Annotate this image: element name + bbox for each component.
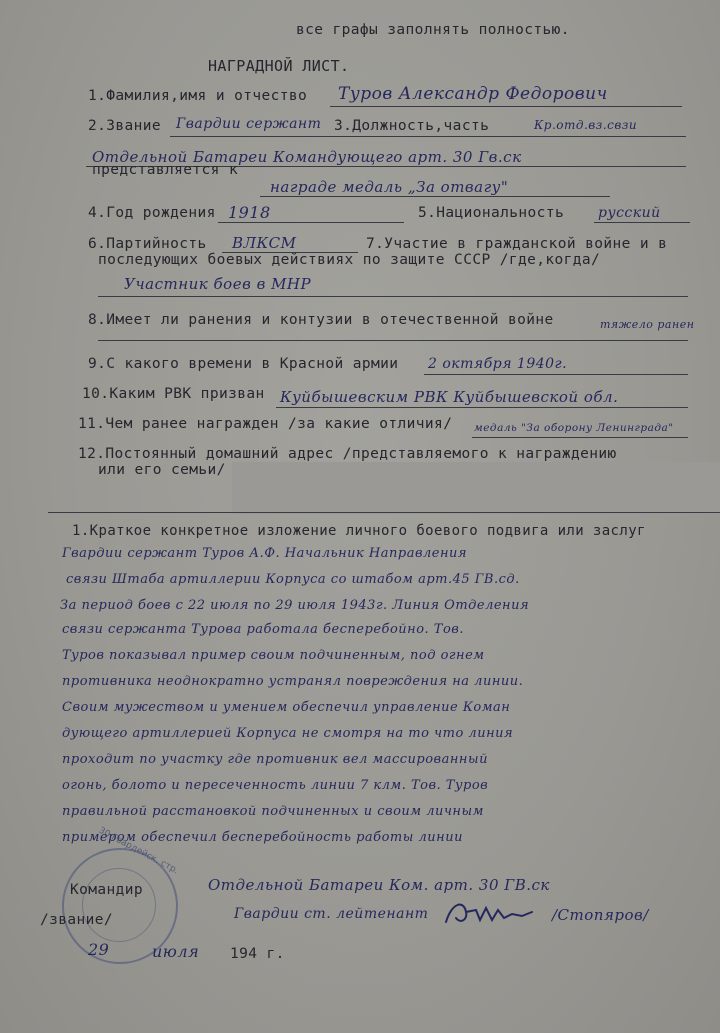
feat-heading: 1.Краткое конкретное изложение личного боевого подвига или заслуг: [72, 523, 646, 539]
date-day: 29: [88, 940, 110, 959]
feat-line: Своим мужеством и умением обеспечил управление Коман: [62, 700, 511, 715]
q11-label: 11.Чем ранее награжден /за какие отличия/: [78, 416, 453, 432]
feat-line: Туров показывал пример своим подчиненным, под огнем: [62, 648, 485, 663]
commander-label: Командир: [70, 882, 144, 898]
q3-value: Кр.отд.вз.свзи: [534, 118, 638, 132]
q6-value: ВЛКСМ: [232, 234, 297, 252]
rank-label: /звание/: [40, 912, 114, 928]
commander-signature: [442, 898, 538, 930]
q5-label: 5.Национальность: [418, 205, 565, 221]
date-month: июля: [152, 942, 200, 961]
feat-line: огонь, болото и пересеченность линии 7 клм. Тов. Туров: [62, 778, 489, 793]
q11-value: медаль "За оборону Ленинграда": [474, 422, 674, 434]
q12-label: 12.Постоянный домашний адрес /представляемого к награждению: [78, 446, 617, 462]
feat-line: связи сержанта Турова работала бесперебойно. Тов.: [62, 622, 465, 637]
address-redaction: [232, 462, 720, 514]
q6-label: 6.Партийность: [88, 236, 207, 252]
feat-line: правильной расстановкой подчиненных и своим личным: [62, 804, 484, 819]
commander-unit: Отдельной Батареи Ком. арт. 30 ГВ.ск: [208, 876, 550, 894]
q8-label: 8.Имеет ли ранения и контузии в отечественной войне: [88, 312, 554, 328]
represented-label: представляется к: [92, 162, 239, 178]
q2-underline: [170, 136, 686, 137]
feat-line: Гвардии сержант Туров А.Ф. Начальник Направления: [62, 546, 468, 561]
q1-label: 1.Фамилия,имя и отчество: [88, 88, 308, 104]
q7-value: Участник боев в МНР: [124, 275, 312, 293]
q4-value: 1918: [228, 203, 271, 222]
q7-label-continued: последующих боевых действиях по защите СССР /где,когда/: [98, 252, 601, 268]
q12-underline: [48, 512, 720, 513]
q11-underline: [472, 437, 688, 438]
stamp-text: 30 Гвардейск. стр.: [96, 825, 180, 877]
award-value: награде медаль „За отвагу": [270, 178, 509, 196]
feat-line: связи Штаба артиллерии Корпуса со штабом арт.45 ГВ.сд.: [66, 572, 520, 587]
stamp-inner-ring: [82, 868, 156, 942]
q5-value: русский: [598, 205, 661, 221]
q10-value: Куйбышевским РВК Куйбышевской обл.: [280, 388, 619, 406]
q9-value: 2 октября 1940г.: [428, 356, 568, 372]
q7-label: 7.Участие в гражданской войне и в: [366, 236, 668, 252]
q8-underline: [98, 340, 688, 341]
award-underline: [260, 196, 610, 197]
feat-line: проходит по участку где противник вел массированный: [62, 752, 488, 767]
feat-line: примером обеспечил бесперебойность работы линии: [62, 830, 463, 845]
feat-line: За период боев с 22 июля по 29 июля 1943г. Линия Отделения: [60, 598, 530, 613]
q2-value: Гвардии сержант: [176, 116, 322, 132]
q3-label: 3.Должность,часть: [334, 118, 490, 134]
q8-value: тяжело ранен: [600, 318, 695, 331]
signer-name: /Стопяров/: [552, 906, 649, 924]
q1-value: Туров Александр Федорович: [338, 84, 608, 104]
feat-line: дующего артиллерией Корпуса не смотря на то что линия: [62, 726, 514, 741]
q4-label: 4.Год рождения: [88, 205, 216, 221]
q2-label: 2.Звание: [88, 118, 162, 134]
q5-underline: [594, 222, 690, 223]
q10-label: 10.Каким РВК призван: [82, 386, 265, 402]
q1-underline: [330, 106, 682, 107]
q7-underline: [98, 296, 688, 297]
header-note: все графы заполнять полностью.: [296, 22, 570, 38]
q4-underline: [218, 222, 404, 223]
q10-underline: [276, 407, 688, 408]
q3-value-continued: Отдельной Батареи Командующего арт. 30 Гв.ск: [92, 148, 522, 166]
q12-label-continued: или его семьи/: [98, 462, 226, 478]
q9-label: 9.С какого времени в Красной армии: [88, 356, 399, 372]
rank-value: Гвардии ст. лейтенант: [234, 906, 429, 922]
q9-underline: [424, 374, 688, 375]
document-title: НАГРАДНОЙ ЛИСТ.: [208, 57, 350, 75]
date-year: 194 г.: [230, 946, 285, 962]
feat-line: противника неоднократно устранял повреждения на линии.: [62, 674, 524, 689]
